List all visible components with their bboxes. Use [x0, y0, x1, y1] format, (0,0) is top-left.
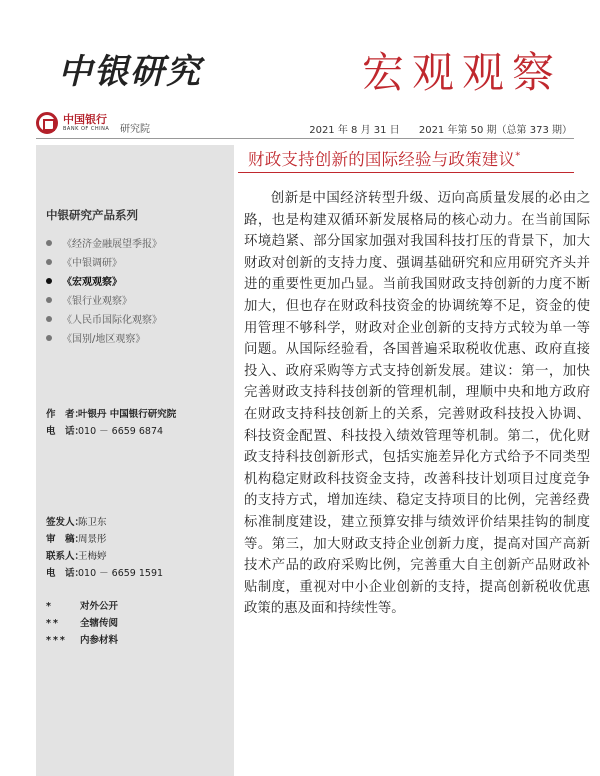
reviewer-value: 周景彤: [78, 534, 107, 545]
article-title: [248, 146, 520, 170]
contact-value: 王梅婷: [78, 551, 107, 562]
author-block: [46, 406, 176, 440]
issuer-value: 陈卫东: [78, 517, 107, 528]
bullet-icon: [46, 335, 52, 341]
issue-date: 2021 年 8 月 31 日: [309, 125, 400, 136]
bullet-icon: [46, 297, 52, 303]
phone-label: 电 话：: [46, 426, 85, 437]
reviewer-label: 审 稿：: [46, 534, 85, 545]
bank-name-en: BANK OF CHINA: [63, 126, 110, 132]
bank-logo: [36, 112, 109, 134]
author-label: 作 者：: [46, 409, 85, 420]
bullet-icon: [46, 259, 52, 265]
series-item-current[interactable]: 《宏观观察》: [46, 271, 162, 290]
distribution-stars: ***: [46, 635, 67, 646]
contact-phone-value: 010 － 6659 1591: [78, 568, 164, 579]
issuer-label: 签发人：: [46, 517, 85, 528]
title-divider: [238, 172, 574, 173]
bank-name-cn: 中国银行: [63, 113, 107, 126]
calligraphy-logo: 中银研究: [58, 52, 202, 92]
bullet-icon: [46, 240, 52, 246]
phone-value: 010 － 6659 6874: [78, 426, 164, 437]
bullet-icon: [46, 316, 52, 322]
header-divider: [36, 138, 574, 139]
issue-info: [293, 121, 572, 136]
bullet-icon: [46, 278, 52, 284]
distribution-legend: [46, 598, 118, 649]
contact-phone-label: 电 话：: [46, 568, 85, 579]
article-body: 创新是中国经济转型升级、迈向高质量发展的必由之路，也是构建双循环新发展格局的核心动力。在当前国际环境趋紧、部分国家加强对我国科技打压的背景下，加大财政对创新的支持力度、强调基础研究和应用研究齐头并进的重要性更加凸显。当前我国财政支持创新的力度不断加大，但也存在财政科技资金的协调统筹不足，资金的使用管理不够科学，财政对企业创新的支持方式较为单一等问题。从国际经验看，各国普遍采取税收优惠、政府直接投入、政府采购等方式支持创新发展。建议：第一，加快完善财政支持科技创新的管理机制，理顺中央和地方政府在财政支持科技创新上的关系，完善财政科技投入协调、科技资金配置、科技投入绩效管理等机制。第二，优化财政支持科技创新形式，包括实施差异化方式给予不同类型机构稳定财政科技资金支持，改善科技计划项目过度竞争的支持方式，增加连续、稳定支持项目的比例，完善经费标准制度建设，建立预算安排与绩效评价结果挂钩的制度等。第三，加大财政支持企业创新力度，提高对国产高新技术产品的政府采购比例，完善重大自主创新产品财政补贴制度，重视对中小企业创新的支持，提高创新税收优惠政策的惠及面和持续性等。: [244, 191, 590, 617]
series-list: [46, 233, 162, 347]
series-item[interactable]: 《经济金融展望季报》: [46, 233, 162, 252]
distribution-label: 对外公开: [80, 601, 119, 612]
author-value: 叶银丹 中国银行研究院: [78, 409, 177, 420]
series-item[interactable]: 《国别/地区观察》: [46, 328, 162, 347]
signoff-block: [46, 514, 163, 582]
series-heading: 中银研究产品系列: [46, 208, 138, 222]
series-item[interactable]: 《中银调研》: [46, 252, 162, 271]
publication-title: 宏观观察: [361, 48, 562, 97]
distribution-label: 内参材料: [80, 635, 119, 646]
series-item[interactable]: 《银行业观察》: [46, 290, 162, 309]
distribution-stars: **: [46, 618, 60, 629]
distribution-stars: *: [46, 601, 53, 612]
article-title-text: 财政支持创新的国际经验与政策建议: [248, 150, 516, 169]
distribution-label: 全辖传阅: [80, 618, 119, 629]
issue-number: 2021 年第 50 期（总第 373 期）: [418, 125, 572, 136]
title-footnote-mark: *: [515, 150, 521, 162]
institute-label: 研究院: [120, 124, 150, 135]
bank-emblem-icon: [36, 112, 58, 134]
series-item[interactable]: 《人民币国际化观察》: [46, 309, 162, 328]
contact-label: 联系人：: [46, 551, 85, 562]
